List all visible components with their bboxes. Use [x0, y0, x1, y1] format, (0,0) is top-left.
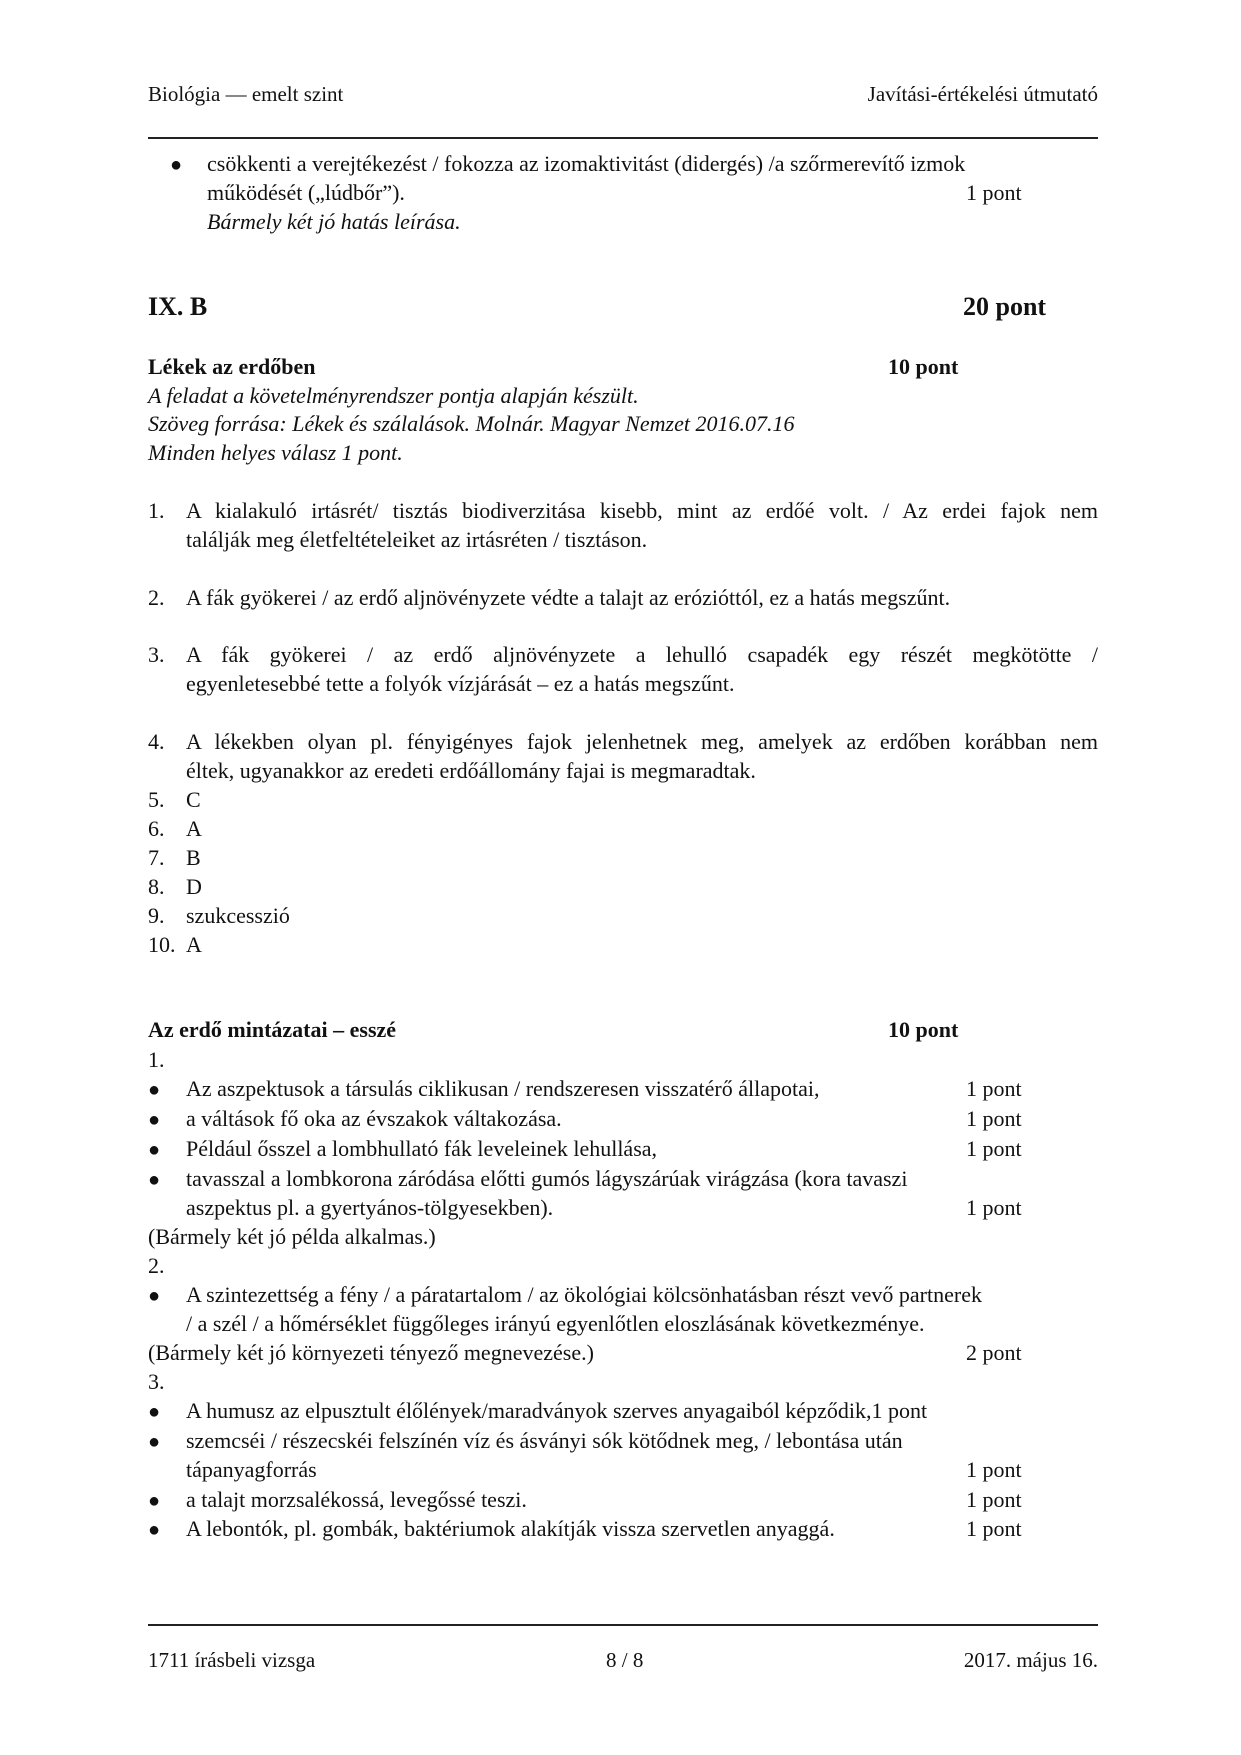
item-answer: D [186, 874, 202, 899]
bullet-icon: ● [148, 1139, 161, 1161]
item-number: 10. [148, 932, 176, 957]
top-item-line2: működését („lúdbőr”). [207, 180, 405, 205]
top-item-points: 1 pont [966, 180, 1022, 205]
answer-text: A lebontók, pl. gombák, baktériumok alakítják vissza szervetlen anyaggá. [186, 1516, 835, 1541]
bullet-icon: ● [148, 1519, 161, 1541]
answer-text: tápanyagforrás [186, 1457, 317, 1482]
part2-points: 10 pont [888, 1017, 959, 1042]
item-text: találják meg életfeltételeiket az irtásréten / tisztáson. [186, 527, 648, 552]
item-number: 7. [148, 845, 165, 870]
item-number: 1. [148, 498, 165, 523]
item-text: egyenletesebbé tette a folyók vízjárását – ez a hatás megszűnt. [186, 671, 735, 696]
answer-text: Az aszpektusok a társulás ciklikusan / rendszeresen visszatérő állapotai, [186, 1076, 820, 1101]
item-answer: A [186, 932, 202, 957]
item-answer: A [186, 816, 202, 841]
item-text: éltek, ugyanakkor az eredeti erdőállomány fajai is megmaradtak. [186, 758, 756, 783]
item-number: 9. [148, 903, 165, 928]
answer-note: (Bármely két jó példa alkalmas.) [148, 1224, 436, 1249]
answer-points: 1 pont [966, 1516, 1022, 1541]
item-answer: B [186, 845, 201, 870]
bullet-icon: ● [148, 1285, 161, 1307]
answer-text: A humusz az elpusztult élőlények/maradványok szerves anyagaiból képződik,1 pont [186, 1398, 928, 1423]
item-text: A fák gyökerei / az erdő aljnövényzete védte a talajt az erózióttól, ez a hatás megszűnt. [186, 585, 951, 610]
section-title: IX. B [148, 292, 208, 321]
bullet-icon: ● [148, 1401, 161, 1423]
top-item-line1: csökkenti a verejtékezést / fokozza az izomaktivitást (didergés) /a szőrmerevítő izmok [207, 151, 966, 176]
answer-text: tavasszal a lombkorona záródása előtti gumós lágyszárúak virágzása (kora tavaszi [186, 1166, 908, 1191]
header-left: Biológia — emelt szint [148, 82, 344, 106]
item-answer: C [186, 787, 201, 812]
part1-note: Minden helyes válasz 1 pont. [148, 440, 403, 465]
answer-note: (Bármely két jó környezeti tényező megnevezése.) [148, 1340, 594, 1365]
bullet-icon: ● [148, 1490, 161, 1512]
answer-text: Például ősszel a lombhullató fák leveleinek lehullása, [186, 1136, 658, 1161]
answer-text: A szintezettség a fény / a páratartalom / az ökológiai kölcsönhatásban részt vevő partnerek [186, 1282, 982, 1307]
item-number: 2. [148, 585, 165, 610]
question-number: 2. [148, 1253, 165, 1278]
answer-text: a váltások fő oka az évszakok váltakozása. [186, 1106, 562, 1131]
answer-points: 1 pont [966, 1195, 1022, 1220]
header-divider [148, 137, 1098, 139]
part1-note: Szöveg forrása: Lékek és szálalások. Molnár. Magyar Nemzet 2016.07.16 [148, 411, 795, 436]
footer-divider [148, 1624, 1098, 1626]
question-number: 1. [148, 1047, 165, 1072]
bullet-icon: ● [148, 1169, 161, 1191]
bullet-icon: ● [148, 1079, 161, 1101]
item-number: 5. [148, 787, 165, 812]
bullet-icon: ● [170, 154, 183, 176]
item-text: A kialakuló irtásrét/ tisztás biodiverzitása kisebb, mint az erdőé volt. / Az erdei fajok nem [186, 498, 1098, 523]
part1-title: Lékek az erdőben [148, 354, 316, 379]
footer-date: 2017. május 16. [963, 1648, 1098, 1672]
answer-text: aszpektus pl. a gyertyános-tölgyesekben). [186, 1195, 554, 1220]
bullet-icon: ● [148, 1431, 161, 1453]
item-text: A fák gyökerei / az erdő aljnövényzete a lehulló csapadék egy részét megkötötte / [186, 642, 1098, 667]
item-number: 8. [148, 874, 165, 899]
answer-points: 1 pont [966, 1457, 1022, 1482]
page-number: 8 / 8 [606, 1648, 644, 1672]
item-number: 4. [148, 729, 165, 754]
part1-note: A feladat a követelményrendszer pontja alapján készült. [148, 383, 639, 408]
answer-points: 1 pont [966, 1106, 1022, 1131]
answer-points: 2 pont [966, 1340, 1022, 1365]
item-number: 6. [148, 816, 165, 841]
answer-points: 1 pont [966, 1136, 1022, 1161]
header-right: Javítási-értékelési útmutató [867, 82, 1098, 106]
top-item-note: Bármely két jó hatás leírása. [207, 209, 461, 234]
section-points: 20 pont [963, 292, 1047, 321]
answer-text: / a szél / a hőmérséklet függőleges irányú egyenlőtlen eloszlásának következménye. [186, 1311, 925, 1336]
part2-title: Az erdő mintázatai – esszé [148, 1017, 397, 1042]
answer-text: a talajt morzsalékossá, levegőssé teszi. [186, 1487, 527, 1512]
bullet-icon: ● [148, 1109, 161, 1131]
footer-left: 1711 írásbeli vizsga [148, 1648, 316, 1672]
answer-points: 1 pont [966, 1487, 1022, 1512]
part1-points: 10 pont [888, 354, 959, 379]
item-answer: szukcesszió [186, 903, 290, 928]
item-text: A lékekben olyan pl. fényigényes fajok jelenhetnek meg, amelyek az erdőben korábban nem [186, 729, 1098, 754]
item-number: 3. [148, 642, 165, 667]
question-number: 3. [148, 1369, 165, 1394]
answer-points: 1 pont [966, 1076, 1022, 1101]
answer-text: szemcséi / részecskéi felszínén víz és ásványi sók kötődnek meg, / lebontása után [186, 1428, 903, 1453]
